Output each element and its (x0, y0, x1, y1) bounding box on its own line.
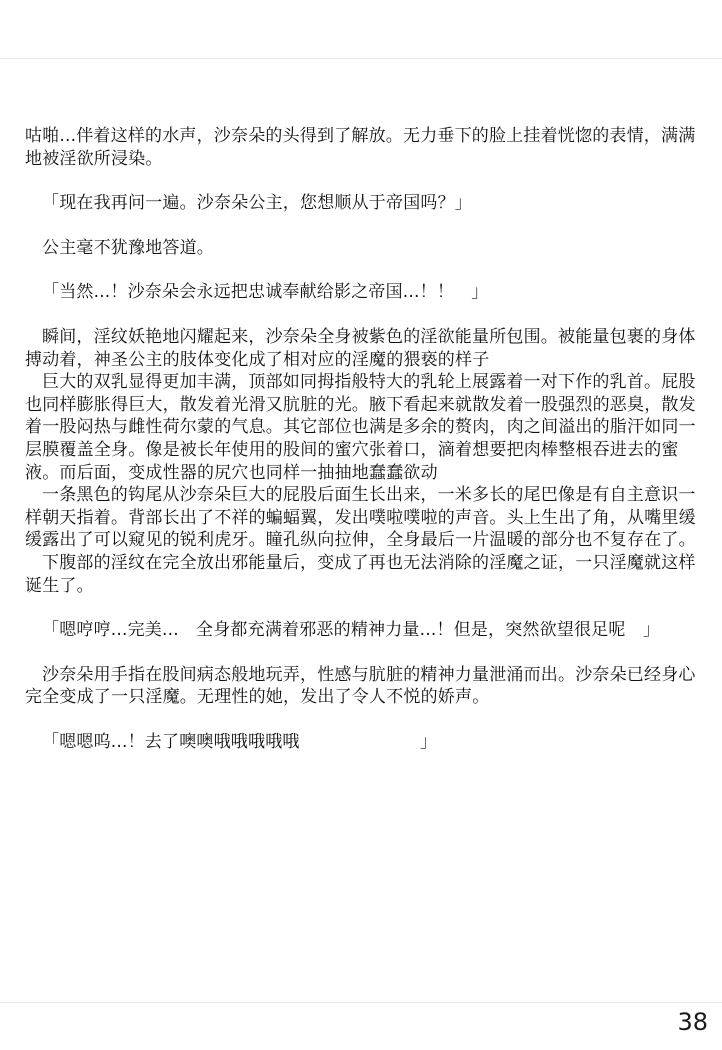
paragraph-2: 「现在我再问一遍。沙奈朵公主，您想顺从于帝国吗？」 (42, 193, 472, 214)
bottom-border (0, 1002, 722, 1003)
paragraph-4: 「当然...！沙奈朵会永远把忠诚奉献给影之帝国...！！ 」 (42, 282, 489, 303)
paragraph-8: 下腹部的淫纹在完全放出邪能量后，变成了再也无法消除的淫魔之证，一只淫魔就这样诞生了。 (25, 552, 696, 596)
paragraph-gap (25, 304, 700, 326)
paragraph-gap (25, 259, 700, 281)
paragraph-5: 瞬间，淫纹妖艳地闪耀起来，沙奈朵全身被紫色的淫欲能量所包围。被能量包裹的身体搏动着，神圣公主的肢体变化成了相对应的淫魔的猥亵的样子 (25, 326, 696, 370)
paragraph-7: 一条黑色的钩尾从沙奈朵巨大的屁股后面生长出来，一米多长的尾巴像是有自主意识一样朝天指着。背部长出了不祥的蝙蝠翼，发出噗啦噗啦的声音。头上生出了角，从嘴里缓缓露出了可以窥见的锐利虎牙。瞳孔纵向拉伸，全身最后一片温暖的部分也不复存在了。 (25, 485, 696, 551)
paragraph-gap (25, 215, 700, 237)
paragraph-10: 沙奈朵用手指在股间病态般地玩弄，性感与肮脏的精神力量泄涌而出。沙奈朵已经身心完全变成了一只淫魔。无理性的她，发出了令人不悦的娇声。 (25, 664, 696, 708)
paragraph-3: 公主毫不犹豫地答道。 (42, 237, 214, 258)
paragraph-9: 「嗯哼哼...完美... 全身都充满着邪恶的精神力量...！但是，突然欲望很足呢 」 (42, 620, 661, 641)
paragraph-6: 巨大的双乳显得更加丰满，顶部如同拇指般特大的乳轮上展露着一对下作的乳首。屁股也同样膨胀得巨大，散发着光滑又肮脏的光。腋下看起来就散发着一股强烈的恶臭，散发着一股闷热与雌性荷尔蒙的气息。其它部位也满是多余的赘肉，肉之间溢出的脂汗如同一层膜覆盖全身。像是被长年使用的股间的蜜穴张着口，滴着想要把肉棒整根吞进去的蜜液。而后面，变成性器的尻穴也同样一抽抽地蠢蠢欲动 (25, 372, 696, 483)
paragraph-gap (25, 597, 700, 619)
body-text (25, 125, 700, 753)
paragraph-gap (25, 709, 700, 731)
paragraph-1: 咕啪...伴着这样的水声，沙奈朵的头得到了解放。无力垂下的脸上挂着恍惚的表情，满满地被淫欲所浸染。 (25, 126, 696, 169)
paragraph-gap (25, 642, 700, 664)
top-border (0, 58, 722, 59)
paragraph-11: 「嗯嗯呜...！去了噢噢哦哦哦哦哦 」 (42, 731, 438, 752)
page-number: 38 (677, 1008, 708, 1036)
paragraph-gap (25, 170, 700, 192)
